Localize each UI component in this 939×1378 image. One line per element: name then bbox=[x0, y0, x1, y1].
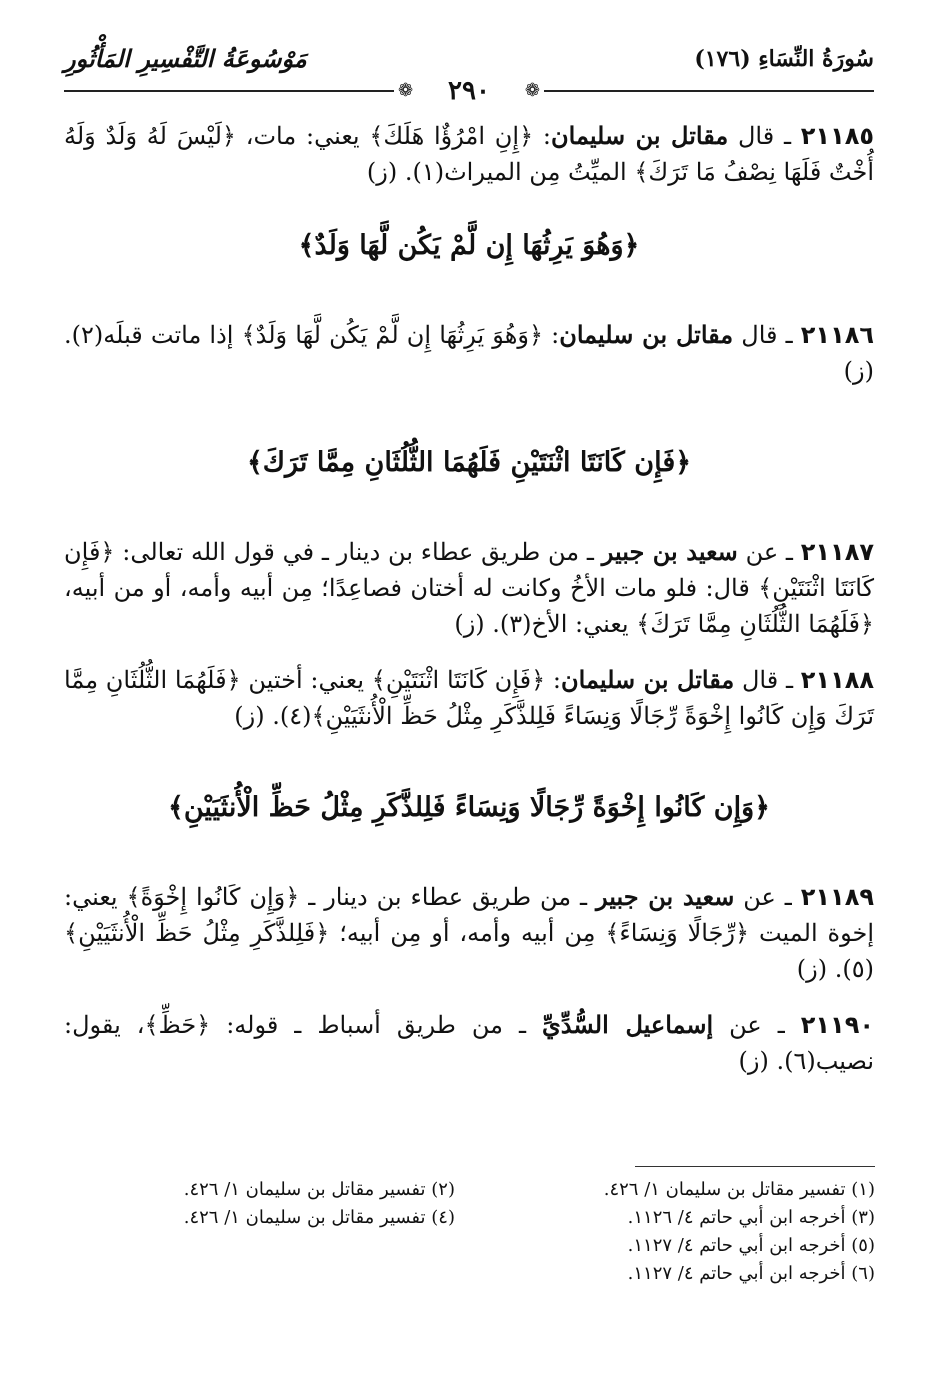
narration-number: ٢١١٨٦ bbox=[800, 321, 875, 349]
narrator-name: سعيد بن جبير bbox=[601, 537, 738, 566]
header-rule-left bbox=[64, 90, 394, 92]
narration-number: ٢١١٨٥ bbox=[800, 122, 875, 150]
header-rule-right bbox=[544, 90, 874, 92]
narration-paragraph bbox=[64, 1007, 874, 1079]
narration-lead: ـ قال bbox=[734, 666, 801, 694]
running-header bbox=[64, 40, 874, 106]
footnote: (٤) تفسير مقاتل بن سليمان ١/ ٤٢٦. bbox=[183, 1207, 455, 1228]
narration-lead: ـ قال bbox=[728, 122, 801, 150]
footnote: (٥) أخرجه ابن أبي حاتم ٤/ ١١٢٧. bbox=[627, 1235, 875, 1256]
narration-text: ـ من طريق أسباط ـ قوله: ﴿حَظِّ﴾، يقول: نصيب(٦). (ز) bbox=[64, 1011, 874, 1075]
ornament-icon: ❁ bbox=[524, 80, 540, 101]
book-title: مَوْسُوعَةُ التَّفْسِيرِ المَأْثُورِ bbox=[64, 44, 307, 73]
narrator-name: مقاتل بن سليمان bbox=[551, 121, 729, 150]
narrator-name: سعيد بن جبير bbox=[596, 882, 735, 911]
narration-text: ـ من طريق عطاء بن دينار ـ في قول الله تعالى: ﴿فَإِن كَانَتَا اثْنَتَيْنِ﴾ قال: فلو مات الأخُ وكانت له أختان فصاعِدًا؛ مِن أبيه وأمه، أو من أبيه، ﴿فَلَهُمَا الثُّلُثَانِ مِمَّا تَرَكَ﴾ يعني: الأخ(٣). (ز) bbox=[64, 538, 874, 638]
narration-lead: ـ عن bbox=[713, 1011, 801, 1039]
narration-lead: ـ قال bbox=[733, 321, 801, 349]
verse-heading: ﴿فَإِن كَانَتَا اثْنَتَيْنِ فَلَهُمَا الثُّلُثَانِ مِمَّا تَرَكَ﴾ bbox=[246, 447, 692, 478]
narration-paragraph bbox=[64, 317, 874, 389]
narrator-name: مقاتل بن سليمان bbox=[559, 320, 734, 349]
narrator-name: مقاتل بن سليمان bbox=[561, 665, 735, 694]
footnote: (٢) تفسير مقاتل بن سليمان ١/ ٤٢٦. bbox=[183, 1179, 455, 1200]
narration-number: ٢١١٨٩ bbox=[800, 883, 874, 911]
surah-title: سُورَةُ النِّسَاءِ (١٧٦) bbox=[694, 46, 874, 72]
footnote: (١) تفسير مقاتل بن سليمان ١/ ٤٢٦. bbox=[603, 1179, 875, 1200]
narration-text: : ﴿وَهُوَ يَرِثُهَا إِن لَّمْ يَكُن لَّهَا وَلَدٌ﴾ إذا ماتت قبلَه(٢). (ز) bbox=[64, 321, 874, 385]
footnote-divider bbox=[635, 1166, 875, 1167]
narration-paragraph bbox=[64, 118, 874, 190]
ornament-icon: ❁ bbox=[398, 80, 414, 101]
narration-paragraph bbox=[64, 662, 874, 734]
narration-number: ٢١١٩٠ bbox=[800, 1011, 874, 1039]
page-number: ٢٩٠ bbox=[448, 76, 490, 106]
verse-heading: ﴿وَهُوَ يَرِثُهَا إِن لَّمْ يَكُن لَّهَا وَلَدٌ﴾ bbox=[298, 230, 640, 261]
narration-text: ـ من طريق عطاء بن دينار ـ ﴿وَإِن كَانُوا إِخْوَةً﴾ يعني: إخوة الميت ﴿رِّجَالًا وَنِسَاءً﴾ مِن أبيه وأمه، أو مِن أبيه؛ ﴿فَلِلذَّكَرِ مِثْلُ حَظِّ الْأُنثَيَيْنِ﴾(٥). (ز) bbox=[64, 883, 874, 983]
narration-number: ٢١١٨٧ bbox=[800, 538, 874, 566]
main-text bbox=[64, 118, 874, 1099]
narration-text: : ﴿إِنِ امْرُؤٌا هَلَكَ﴾ يعني: مات، ﴿لَيْسَ لَهُ وَلَدٌ وَلَهُ أُخْتٌ فَلَهَا نِصْفُ مَا تَرَكَ﴾ الميِّتُ مِن الميراث(١). (ز) bbox=[64, 122, 874, 186]
narration-lead: ـ عن bbox=[734, 883, 801, 911]
narration-paragraph bbox=[64, 534, 874, 642]
verse-heading: ﴿وَإِن كَانُوا إِخْوَةً رِّجَالًا وَنِسَاءً فَلِلذَّكَرِ مِثْلُ حَظِّ الْأُنثَيَيْنِ﴾ bbox=[168, 792, 770, 823]
narrator-name: إسماعيل السُّدِّيِّ bbox=[541, 1010, 714, 1039]
narration-number: ٢١١٨٨ bbox=[800, 666, 875, 694]
narration-text: : ﴿فَإِن كَانَتَا اثْنَتَيْنِ﴾ يعني: أختين ﴿فَلَهُمَا الثُّلُثَانِ مِمَّا تَرَكَ وَإِن كَانُوا إِخْوَةً رِّجَالًا وَنِسَاءً فَلِلذَّكَرِ مِثْلُ حَظِّ الْأُنثَيَيْنِ﴾(٤). (ز) bbox=[64, 666, 874, 730]
footnote: (٦) أخرجه ابن أبي حاتم ٤/ ١١٢٧. bbox=[627, 1263, 875, 1284]
narration-lead: ـ عن bbox=[737, 538, 801, 566]
narration-paragraph bbox=[64, 879, 874, 987]
footnote: (٣) أخرجه ابن أبي حاتم ٤/ ١١٢٦. bbox=[627, 1207, 875, 1228]
